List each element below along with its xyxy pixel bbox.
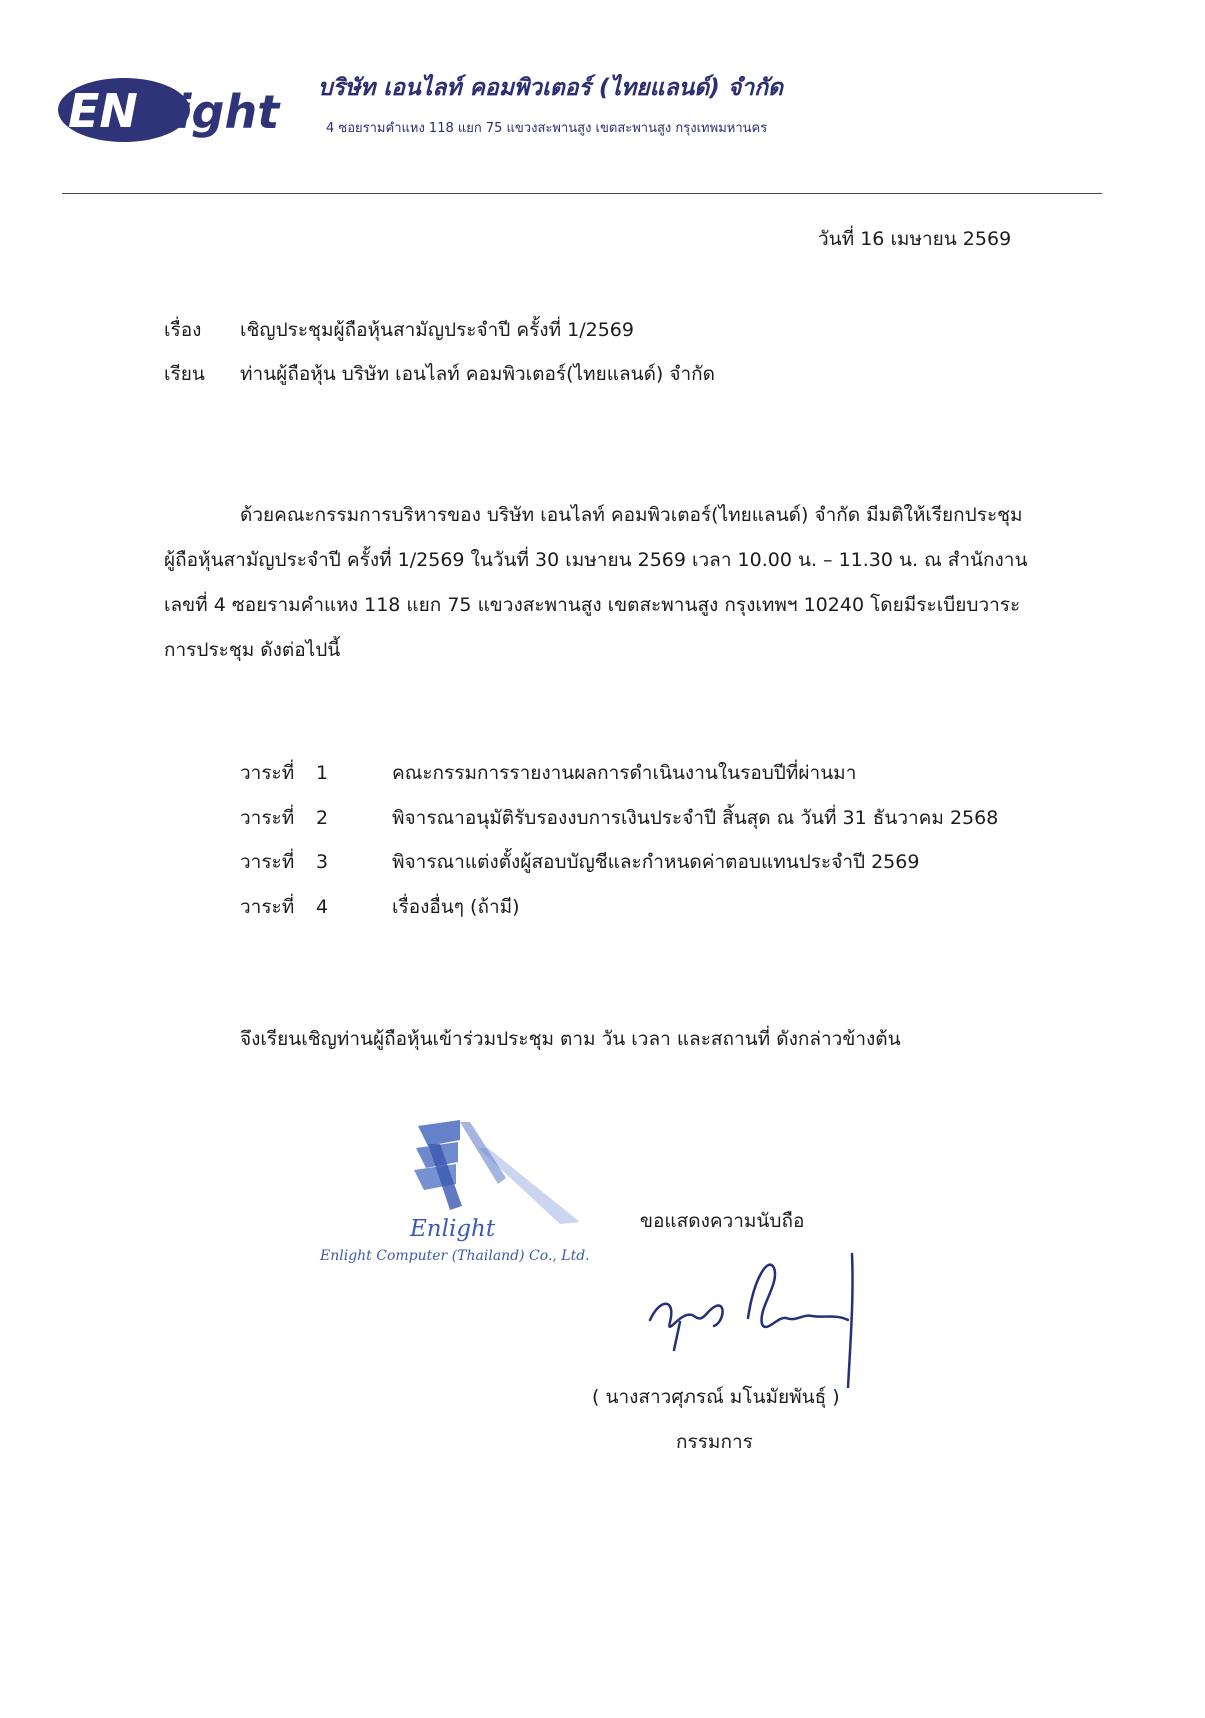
body-line: การประชุม ดังต่อไปนี้	[164, 639, 341, 661]
company-address: 4 ซอยรามคำแหง 118 แยก 75 แขวงสะพานสูง เขตสะพานสูง กรุงเทพมหานคร	[326, 121, 768, 136]
agenda-number: 2	[316, 807, 329, 829]
body-line: ผู้ถือหุ้นสามัญประจำปี ครั้งที่ 1/2569 ในวันที่ 30 เมษายน 2569 เวลา 10.00 น. – 11.30 น. ณ สำนักงาน	[164, 549, 1028, 571]
agenda-label: วาระที่	[240, 807, 295, 829]
stamp-brand: Enlight	[410, 1216, 496, 1242]
recipient-value: ท่านผู้ถือหุ้น บริษัท เอนไลท์ คอมพิวเตอร์(ไทยแลนด์) จำกัด	[240, 363, 716, 385]
company-stamp-icon	[310, 1118, 590, 1228]
company-name: บริษัท เอนไลท์ คอมพิวเตอร์ (ไทยแลนด์) จำกัด	[318, 75, 783, 101]
svg-text:EN: EN	[68, 84, 138, 138]
agenda-number: 1	[316, 762, 329, 784]
agenda-label: วาระที่	[240, 896, 295, 918]
signer-title: กรรมการ	[676, 1431, 753, 1453]
agenda-number: 3	[316, 851, 329, 873]
body-paragraph	[164, 493, 1094, 673]
agenda-item-text: พิจารณาอนุมัติรับรองงบการเงินประจำปี สิ้นสุด ณ วันที่ 31 ธันวาคม 2568	[392, 807, 999, 829]
signer-name: ( นางสาวศุภรณ์ มโนมัยพันธุ์ )	[592, 1386, 840, 1408]
svg-text:light: light	[160, 85, 280, 139]
agenda-item-text: เรื่องอื่นๆ (ถ้ามี)	[392, 896, 520, 918]
regards-text: ขอแสดงความนับถือ	[640, 1210, 805, 1232]
agenda-item-text: คณะกรรมการรายงานผลการดำเนินงานในรอบปีที่ผ่านมา	[392, 762, 857, 784]
agenda-label: วาระที่	[240, 762, 295, 784]
handwritten-signature-icon	[640, 1238, 880, 1388]
body-line: เลขที่ 4 ซอยรามคำแหง 118 แยก 75 แขวงสะพานสูง เขตสะพานสูง กรุงเทพฯ 10240 โดยมีระเบียบวาระ	[164, 594, 1021, 616]
body-line: ด้วยคณะกรรมการบริหารของ บริษัท เอนไลท์ คอมพิวเตอร์(ไทยแลนด์) จำกัด มีมติให้เรียกประชุม	[240, 504, 1023, 526]
letter-date: วันที่ 16 เมษายน 2569	[818, 228, 1012, 250]
subject-label: เรื่อง	[164, 319, 202, 341]
recipient-label: เรียน	[164, 363, 205, 385]
company-logo	[56, 70, 306, 152]
header-divider	[62, 193, 1102, 194]
closing-sentence: จึงเรียนเชิญท่านผู้ถือหุ้นเข้าร่วมประชุม ตาม วัน เวลา และสถานที่ ดังกล่าวข้างต้น	[240, 1028, 901, 1050]
agenda-item-text: พิจารณาแต่งตั้งผู้สอบบัญชีและกำหนดค่าตอบแทนประจำปี 2569	[392, 851, 920, 873]
stamp-company: Enlight Computer (Thailand) Co., Ltd.	[320, 1248, 590, 1264]
agenda-number: 4	[316, 896, 329, 918]
agenda-label: วาระที่	[240, 851, 295, 873]
subject-value: เชิญประชุมผู้ถือหุ้นสามัญประจำปี ครั้งที่ 1/2569	[240, 319, 634, 341]
